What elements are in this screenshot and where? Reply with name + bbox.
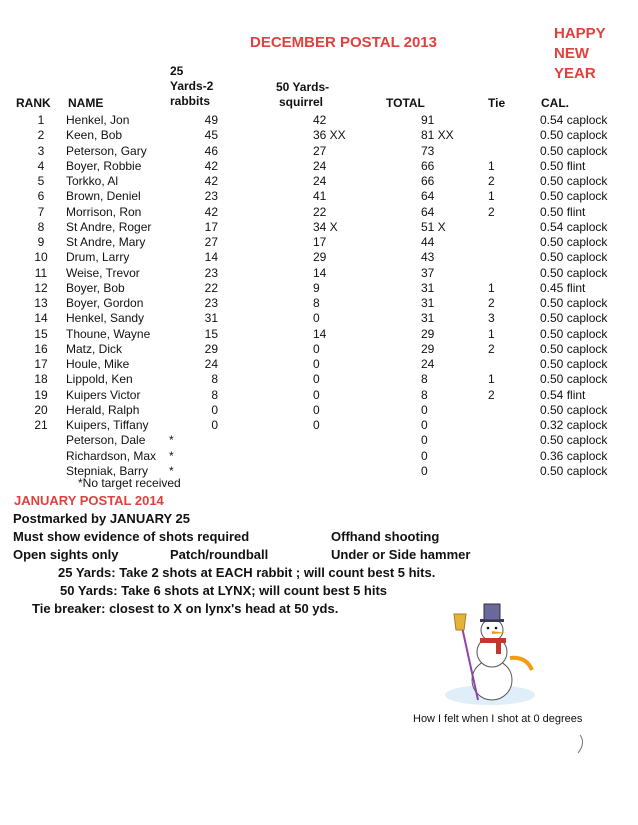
score-25yards-cell: 29 — [204, 341, 218, 356]
score-50yards-cell: 0 — [313, 372, 320, 387]
rank-cell: 17 — [34, 357, 48, 371]
total-cell: 8 — [421, 372, 428, 387]
header-rank: RANK — [16, 96, 51, 110]
rank-cell: 13 — [34, 296, 48, 310]
name-cell: Boyer, Bob — [66, 280, 125, 295]
rank-cell: 20 — [34, 402, 48, 417]
caliber-cell: 0.54 flint — [540, 387, 586, 402]
tie-cell: 1 — [488, 280, 495, 295]
score-25yards-cell: 27 — [204, 235, 218, 249]
table-row — [0, 189, 638, 204]
rule-evidence: Must show evidence of shots required — [13, 529, 250, 544]
name-cell: Brown, Deniel — [66, 189, 141, 204]
snowman-caption: How I felt when I shot at 0 degrees — [413, 713, 583, 725]
rule-tiebreaker: Tie breaker: closest to X on lynx's head at 50 yds. — [32, 601, 339, 616]
score-50yards-cell: 36 XX — [313, 128, 346, 143]
total-cell: 81 XX — [421, 128, 454, 143]
header-tie: Tie — [488, 96, 506, 110]
header-50yards-line1: 50 Yards- — [276, 80, 330, 94]
caliber-cell: 0.50 caplock — [540, 433, 608, 448]
table-row — [0, 281, 638, 296]
name-cell: Boyer, Robbie — [66, 158, 142, 173]
name-cell: St Andre, Roger — [66, 219, 152, 234]
header-50yards-line2: squirrel — [279, 95, 324, 109]
name-cell: Henkel, Jon — [66, 113, 130, 127]
table-row — [0, 205, 638, 220]
score-25yards-cell: 0 — [211, 418, 218, 432]
table-row — [0, 311, 638, 326]
score-50yards-cell: 22 — [313, 204, 327, 219]
score-50yards-cell: 0 — [313, 418, 320, 432]
caliber-cell: 0.54 caplock — [540, 219, 608, 234]
score-50yards-cell: 14 — [313, 265, 327, 280]
table-row — [0, 433, 638, 448]
caliber-cell: 0.54 caplock — [540, 113, 608, 127]
caliber-cell: 0.36 caplock — [540, 448, 608, 463]
rank-cell: 6 — [37, 189, 45, 204]
name-cell: Boyer, Gordon — [66, 296, 144, 310]
score-50yards-cell: 24 — [313, 158, 327, 173]
score-25yards-cell: 23 — [204, 296, 218, 310]
no-target-note: *No target received — [78, 476, 181, 490]
caliber-cell: 0.50 flint — [540, 158, 586, 173]
total-cell: 51 X — [421, 219, 446, 234]
rank-cell: 12 — [34, 280, 48, 295]
rank-cell: 18 — [34, 372, 48, 387]
caliber-cell: 0.50 caplock — [540, 189, 608, 204]
rule-sights: Open sights only — [13, 547, 119, 562]
score-50yards-cell: 29 — [313, 250, 327, 265]
table-row — [0, 266, 638, 281]
rank-cell: 10 — [34, 250, 48, 265]
rank-cell: 19 — [34, 387, 48, 402]
total-cell: 0 — [421, 402, 428, 417]
score-25yards-cell: 14 — [204, 250, 218, 265]
table-row — [0, 342, 638, 357]
name-cell: Stepniak, Barry — [66, 463, 149, 478]
page-title: DECEMBER POSTAL 2013 — [250, 34, 437, 51]
caliber-cell: 0.50 caplock — [540, 174, 608, 188]
total-cell: 0 — [421, 418, 428, 432]
score-50yards-cell: 41 — [313, 189, 327, 204]
score-25yards-cell: 45 — [204, 128, 218, 143]
caliber-cell: 0.50 caplock — [540, 128, 608, 143]
caliber-cell: 0.50 caplock — [540, 235, 608, 249]
score-50yards-cell: 42 — [313, 113, 327, 127]
table-row — [0, 128, 638, 143]
table-row — [0, 235, 638, 250]
rule-50yards: 50 Yards: Take 6 shots at LYNX; will count best 5 hits — [60, 583, 388, 598]
total-cell: 0 — [421, 433, 428, 448]
name-cell: Morrison, Ron — [66, 204, 142, 219]
score-25yards-cell: 31 — [204, 311, 218, 326]
rank-cell: 1 — [37, 113, 45, 127]
january-title: JANUARY POSTAL 2014 — [14, 493, 164, 508]
name-cell: Kuipers Victor — [66, 387, 141, 402]
rank-cell: 4 — [37, 158, 45, 173]
table-row — [0, 357, 638, 372]
total-cell: 66 — [421, 158, 435, 173]
total-cell: 66 — [421, 174, 435, 188]
score-50yards-cell: 14 — [313, 326, 327, 341]
name-cell: Thoune, Wayne — [66, 326, 151, 341]
score-25yards-cell: 42 — [204, 158, 218, 173]
total-cell: 29 — [421, 326, 435, 341]
table-row — [0, 403, 638, 418]
caliber-cell: 0.50 caplock — [540, 296, 608, 310]
total-cell: 0 — [421, 463, 428, 478]
rank-cell: 11 — [34, 265, 48, 280]
score-50yards-cell: 0 — [313, 387, 320, 402]
caliber-cell: 0.50 caplock — [540, 265, 608, 280]
tie-cell: 1 — [488, 158, 495, 173]
tie-cell: 1 — [488, 326, 495, 341]
happy-new-year-greeting: HAPPY NEW YEAR — [554, 25, 606, 82]
name-cell: Weise, Trevor — [66, 265, 140, 280]
name-cell: Drum, Larry — [66, 250, 130, 265]
name-cell: St Andre, Mary — [66, 235, 146, 249]
caliber-cell: 0.50 flint — [540, 204, 586, 219]
rank-cell: 5 — [37, 174, 45, 188]
score-50yards-cell: 0 — [313, 341, 320, 356]
total-cell: 73 — [421, 143, 435, 158]
rank-cell: 2 — [37, 128, 45, 143]
score-25yards-cell: 42 — [204, 174, 218, 188]
name-cell: Herald, Ralph — [66, 402, 140, 417]
rank-cell: 7 — [37, 204, 45, 219]
header-name: NAME — [68, 96, 104, 110]
name-cell: Lippold, Ken — [66, 372, 133, 387]
total-cell: 64 — [421, 189, 435, 204]
rank-cell: 9 — [37, 235, 45, 249]
no-target-marker: * — [169, 433, 174, 448]
score-25yards-cell: 23 — [204, 265, 218, 280]
score-50yards-cell: 24 — [313, 174, 327, 188]
score-25yards-cell: 15 — [204, 326, 218, 341]
table-row — [0, 250, 638, 265]
table-row — [0, 174, 638, 189]
score-25yards-cell: 46 — [204, 143, 218, 158]
score-25yards-cell: 24 — [204, 357, 218, 371]
tie-cell: 2 — [488, 296, 495, 310]
caliber-cell: 0.50 caplock — [540, 250, 608, 265]
caliber-cell: 0.50 caplock — [540, 143, 608, 158]
header-25yards-line1: 25 — [170, 64, 184, 78]
total-cell: 31 — [421, 311, 435, 326]
rank-cell: 16 — [34, 341, 48, 356]
rule-offhand: Offhand shooting — [331, 529, 440, 544]
caliber-cell: 0.50 caplock — [540, 311, 608, 326]
score-50yards-cell: 27 — [313, 143, 327, 158]
header-25yards-line2: Yards-2 — [170, 79, 214, 93]
tie-cell: 3 — [488, 311, 495, 326]
header-total: TOTAL — [386, 96, 425, 110]
name-cell: Peterson, Dale — [66, 433, 146, 448]
caliber-cell: 0.45 flint — [540, 280, 586, 295]
caliber-cell: 0.50 caplock — [540, 372, 608, 387]
rule-25yards: 25 Yards: Take 2 shots at EACH rabbit ; will count best 5 hits. — [58, 565, 436, 580]
top-hat-icon — [480, 604, 504, 622]
total-cell: 24 — [421, 357, 435, 371]
name-cell: Peterson, Gary — [66, 143, 147, 158]
table-row — [0, 220, 638, 235]
total-cell: 0 — [421, 448, 428, 463]
score-50yards-cell: 0 — [313, 402, 320, 417]
score-50yards-cell: 9 — [313, 280, 320, 295]
table-row — [0, 296, 638, 311]
table-row — [0, 372, 638, 387]
header-25yards-line3: rabbits — [170, 94, 211, 108]
tie-cell: 2 — [488, 204, 495, 219]
caliber-cell: 0.50 caplock — [540, 326, 608, 341]
score-50yards-cell: 0 — [313, 357, 320, 371]
table-row — [0, 449, 638, 464]
rule-hammer: Under or Side hammer — [331, 547, 471, 562]
score-50yards-cell: 0 — [313, 311, 320, 326]
total-cell: 37 — [421, 265, 435, 280]
table-row — [0, 418, 638, 433]
table-row — [0, 159, 638, 174]
score-25yards-cell: 42 — [204, 204, 218, 219]
total-cell: 64 — [421, 204, 435, 219]
total-cell: 29 — [421, 341, 435, 356]
name-cell: Houle, Mike — [66, 357, 130, 371]
total-cell: 31 — [421, 296, 435, 310]
total-cell: 31 — [421, 280, 435, 295]
rank-cell: 21 — [34, 418, 48, 432]
score-25yards-cell: 0 — [211, 402, 218, 417]
caliber-cell: 0.50 caplock — [540, 357, 608, 371]
table-row — [0, 327, 638, 342]
score-25yards-cell: 49 — [204, 113, 218, 127]
score-50yards-cell: 34 X — [313, 219, 338, 234]
table-row — [0, 144, 638, 159]
tie-cell: 2 — [488, 341, 495, 356]
table-row — [0, 388, 638, 403]
total-cell: 91 — [421, 113, 435, 127]
name-cell: Matz, Dick — [66, 341, 123, 356]
rank-cell: 14 — [34, 311, 48, 326]
total-cell: 44 — [421, 235, 435, 249]
table-row — [0, 113, 638, 128]
caliber-cell: 0.32 caplock — [540, 418, 608, 432]
tie-cell: 2 — [488, 174, 495, 188]
score-25yards-cell: 23 — [204, 189, 218, 204]
score-25yards-cell: 22 — [204, 280, 218, 295]
total-cell: 43 — [421, 250, 435, 265]
caliber-cell: 0.50 caplock — [540, 463, 608, 478]
rank-cell: 15 — [34, 326, 48, 341]
score-50yards-cell: 17 — [313, 235, 327, 249]
tie-cell: 1 — [488, 189, 495, 204]
tie-cell: 2 — [488, 387, 495, 402]
score-25yards-cell: 17 — [204, 219, 218, 234]
no-target-marker: * — [169, 448, 174, 463]
snowman-icon — [440, 600, 550, 710]
name-cell: Torkko, Al — [66, 174, 119, 188]
name-cell: Keen, Bob — [66, 128, 123, 143]
no-target-marker: * — [169, 463, 174, 478]
caliber-cell: 0.50 caplock — [540, 341, 608, 356]
caliber-cell: 0.50 caplock — [540, 402, 608, 417]
name-cell: Kuipers, Tiffany — [66, 418, 149, 432]
name-cell: Henkel, Sandy — [66, 311, 145, 326]
tie-cell: 1 — [488, 372, 495, 387]
total-cell: 8 — [421, 387, 428, 402]
pen-mark — [574, 733, 590, 755]
header-caliber: CAL. — [541, 96, 569, 110]
rank-cell: 3 — [37, 143, 45, 158]
score-25yards-cell: 8 — [211, 387, 218, 402]
name-cell: Richardson, Max — [66, 448, 157, 463]
rule-patch: Patch/roundball — [170, 547, 269, 562]
score-50yards-cell: 8 — [313, 296, 320, 310]
rule-postmark: Postmarked by JANUARY 25 — [13, 511, 191, 526]
rank-cell: 8 — [37, 219, 45, 234]
score-25yards-cell: 8 — [211, 372, 218, 387]
